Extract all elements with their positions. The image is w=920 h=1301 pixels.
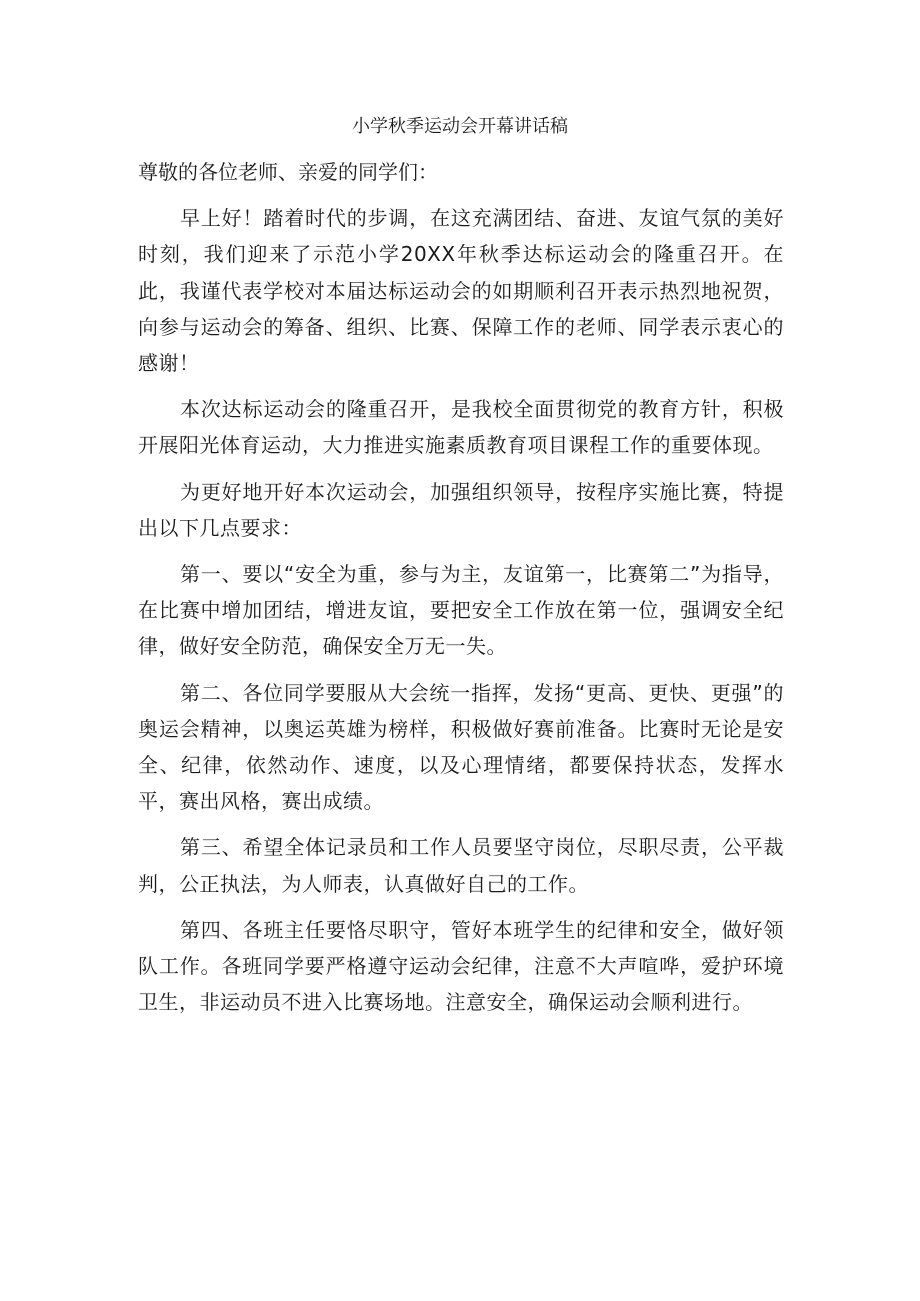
document-title: 小学秋季运动会开幕讲话稿: [352, 116, 568, 137]
paragraph-requirements-intro: 为更好地开好本次运动会，加强组织领导，按程序实施比赛，特提出以下几点要求：: [138, 479, 784, 540]
paragraph-significance: 本次达标运动会的隆重召开，是我校全面贯彻党的教育方针，积极开展阳光体育运动，大力推进实施素质教育项目课程工作的重要体现。: [138, 397, 784, 458]
paragraph-requirement-4: 第四、各班主任要恪尽职守，管好本班学生的纪律和安全，做好领队工作。各班同学要严格遵守运动会纪律，注意不大声喧哗，爱护环境卫生，非运动员不进入比赛场地。注意安全，确保运动会顺利进行。: [138, 917, 784, 1015]
paragraph-requirement-1: 第一、要以“安全为重，参与为主，友谊第一，比赛第二”为指导，在比赛中增加团结，增进友谊，要把安全工作放在第一位，强调安全纪律，做好安全防范，确保安全万无一失。: [138, 562, 784, 659]
salutation: 尊敬的各位老师、亲爱的同学们：: [138, 160, 438, 184]
paragraph-requirement-3: 第三、希望全体记录员和工作人员要坚守岗位，尽职尽责，公平裁判，公正执法，为人师表，认真做好自己的工作。: [138, 835, 784, 896]
document-body: [138, 154, 784, 1020]
paragraph-greeting: 早上好！踏着时代的步调，在这充满团结、奋进、友谊气氛的美好时刻，我们迎来了示范小学20XX年秋季达标运动会的隆重召开。在此，我谨代表学校对本届达标运动会的如期顺利召开表示热烈地祝贺，向参与运动会的筹备、组织、比赛、保障工作的老师、同学表示衷心的感谢！: [138, 206, 784, 376]
paragraph-requirement-2: 第二、各位同学要服从大会统一指挥，发扬“更高、更快、更强”的奥运会精神，以奥运英雄为榜样，积极做好赛前准备。比赛时无论是安全、纪律，依然动作、速度，以及心理情绪，都要保持状态，发挥水平，赛出风格，赛出成绩。: [138, 680, 784, 814]
